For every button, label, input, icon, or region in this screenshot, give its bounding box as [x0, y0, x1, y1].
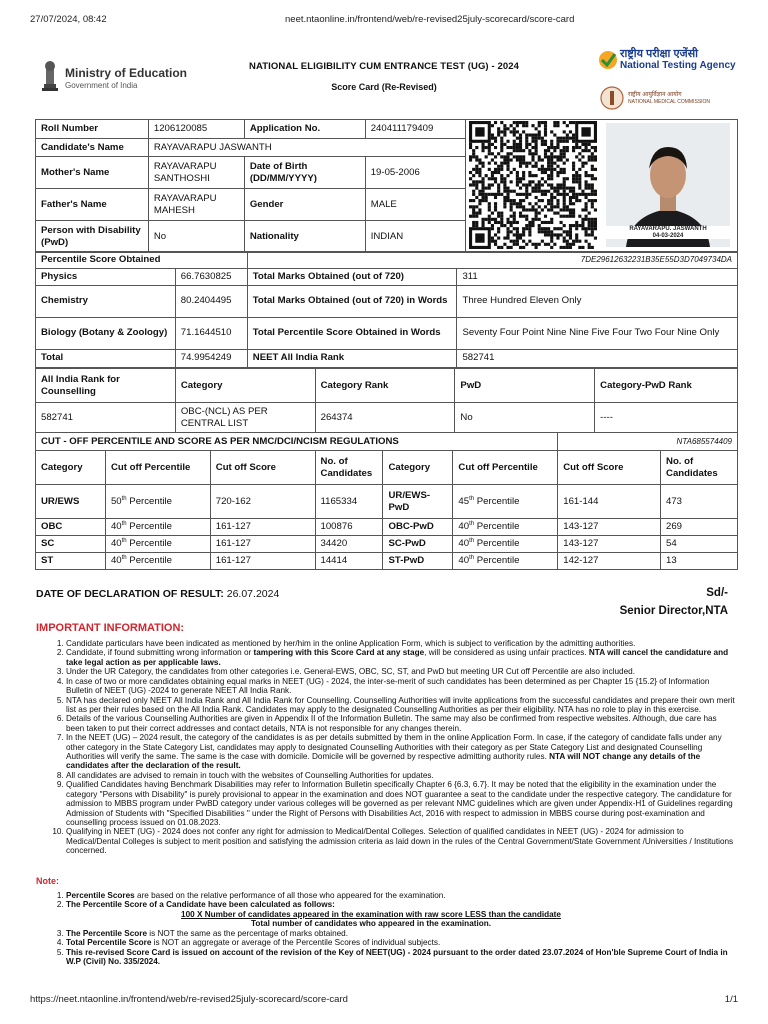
info-item: 10. Qualifying in NEET (UG) - 2024 does not confer any right for admission to Medical/Dental Colleges. Selection of qualified candidates in NEET (UG) - 2024 for admission to Medical/Dental Colleges is subject to merit position and satisfying the admission criteria as laid down in the rules of the Central Government/State Government /Universities / Institutions concerned.	[66, 827, 736, 855]
gender-label: Gender	[244, 189, 365, 221]
info-text: NTA will NOT change any details of the candidates after the declaration of the result.	[66, 752, 701, 771]
cutoff-text: 161-144	[563, 495, 599, 507]
cutoff-pwd-candidates	[661, 553, 738, 570]
percentile-label: Percentile Score Obtained	[36, 252, 248, 269]
note-text: The Percentile Score	[66, 928, 147, 938]
cutoff-candidates	[315, 553, 383, 570]
cutoff-text: 269	[666, 521, 683, 533]
cutoff-percentile	[105, 553, 210, 570]
cutoff-text: 40	[110, 538, 122, 550]
formula-numerator: 100 X Number of candidates appeared in the examination with raw score LESS than the candidate	[181, 909, 561, 919]
mother-label: Mother's Name	[36, 157, 149, 189]
cutoff-row	[36, 553, 738, 570]
pwd-value-counselling: No	[455, 403, 595, 433]
nta-logo	[598, 46, 738, 76]
important-title: IMPORTANT INFORMATION:	[36, 622, 185, 634]
cutoff-text: 720-162	[215, 495, 251, 507]
photo-caption	[606, 226, 730, 239]
cutoff-text: 40	[458, 555, 470, 567]
note-text: Total Percentile Score	[66, 938, 152, 948]
info-item	[66, 733, 736, 771]
cutoff-text: ST	[41, 555, 54, 567]
pwd-label: Person with Disability (PwD)	[36, 221, 149, 253]
cutoff-text: 142-127	[563, 555, 599, 567]
category-rank-header: Category Rank	[315, 369, 455, 403]
cutoff-pwd-score	[558, 485, 661, 519]
cutoff-header: Cut off Percentile	[453, 451, 558, 485]
cutoff-text: SC-PwD	[388, 538, 426, 550]
cutoff-header: Category	[383, 451, 453, 485]
cutoff-text: 54	[666, 538, 677, 550]
cutoff-header: Cut off Score	[558, 451, 661, 485]
name-value: RAYAVARAPU JASWANTH	[148, 139, 465, 157]
note-item	[66, 929, 736, 938]
print-datetime: 27/07/2024, 08:42	[30, 14, 107, 25]
cutoff-text: 100876	[320, 521, 353, 533]
cutoff-text: 161-127	[215, 555, 251, 567]
father-label: Father's Name	[36, 189, 149, 221]
roll-value: 1206120085	[148, 120, 244, 139]
cutoff-code: NTA685574409	[558, 433, 738, 451]
marks-value: 311	[457, 268, 738, 285]
pwd-value: No	[148, 221, 244, 253]
designation: Senior Director,NTA	[619, 605, 728, 617]
pwd-header: PwD	[455, 369, 595, 403]
cutoff-score	[210, 553, 315, 570]
note-item	[66, 891, 736, 900]
cutoff-category	[36, 536, 106, 553]
cutoff-pwd-candidates	[661, 485, 738, 519]
cutoff-text: SC	[41, 538, 55, 550]
page-number: 1/1	[724, 994, 738, 1005]
cutoff-row	[36, 485, 738, 519]
ministry-subtitle: Government of India	[65, 81, 138, 90]
signature-block	[620, 584, 728, 620]
app-label: Application No.	[244, 120, 365, 139]
info-item: 5. NTA has declared only NEET All India Rank and All India Rank for Counselling. Counselling Authorities will invite applications from the successful candidates and prepare their own merit list as per their rules based on the All India Rank. Candidates may apply to the designated Counselling Authorities as per their eligibility. NTA has no role to play in this exercise.	[66, 696, 736, 715]
cutoff-header: No. of Candidates	[661, 451, 738, 485]
air-label: NEET All India Rank	[247, 349, 457, 367]
marks-label: Total Marks Obtained (out of 720)	[247, 268, 457, 285]
counselling-table	[35, 368, 738, 433]
cutoff-percentile	[105, 519, 210, 536]
biology-value: 71.1644510	[175, 317, 247, 349]
cutoff-pwd-candidates	[661, 536, 738, 553]
qr-code	[469, 121, 597, 249]
mother-value: RAYAVARAPU SANTHOSHI	[148, 157, 244, 189]
chemistry-label: Chemistry	[36, 285, 176, 317]
cutoff-pwd-score	[558, 553, 661, 570]
cutoff-text: th	[121, 538, 127, 545]
signature: Sd/-	[706, 587, 728, 599]
info-text: In the NEET (UG) – 2024 result, the category of the candidates is as per details submitted by them in the online Application Form. In case, if the category of candidate falls under any other category in the State Category List, candidates may apply to designated Counselling Authorities with their category as per State Category List and designated Counselling Authorities will verify the same. The same is the case with domicile. Domicile will be governed by respective admitting authority rules.	[66, 733, 722, 762]
cutoff-header: Category	[36, 451, 106, 485]
note-text: is NOT an aggregate or average of the Percentile Scores of individual subjects.	[151, 938, 441, 948]
info-text: tampering with this Score Card at any stage	[253, 648, 425, 658]
category-pwd-rank-header: Category-PwD Rank	[595, 369, 738, 403]
cutoff-text: 143-127	[563, 538, 599, 550]
cutoff-score	[210, 485, 315, 519]
cutoff-text: 143-127	[563, 521, 599, 533]
cutoff-header: Cut off Percentile	[105, 451, 210, 485]
cutoff-text: th	[469, 555, 475, 562]
air-value: 582741	[457, 349, 738, 367]
cutoff-text: 161-127	[215, 521, 251, 533]
cutoff-text: 13	[666, 555, 677, 567]
cutoff-text: Percentile	[476, 495, 520, 507]
category-header: Category	[175, 369, 315, 403]
cutoff-text: Percentile	[476, 521, 520, 533]
nta-check-icon	[598, 48, 618, 72]
cutoff-pwd-category	[383, 485, 453, 519]
note-text: is NOT the same as the percentage of marks obtained.	[147, 928, 349, 938]
note-text: This re-revised Score Card is issued on account of the revision of the Key of NEET(UG) - 2024 pursuant to the order dated 23.07.2024 of Hon'ble Supreme Court of India in W.P (Civil) No. 335/2024.	[66, 947, 728, 966]
cutoff-text: th	[121, 521, 127, 528]
cutoff-text: 14414	[320, 555, 348, 567]
info-item: 9. Qualified Candidates having Benchmark Disabilities may refer to Information Bulletin specifically Chapter 6 {6.3, 6.7}. It may be noted that the eligibility in the examination under the category "Persons with Disability" is purely provisional to appear in the examination and does NOT guarantee a seat to the candidate under the respective category. The candidature for admission to MBBS program under PwBD category under various colleges will be governed as per relevant NMC guidelines which are given under Appendix-H1 of Guidelines regarding Admission of Students with "Specified Disabilities " under the Right of Persons with Disabilities Act, 2016 with respect to admission in MBBS course during post-examination and counselling process issued on 01.08.2023.	[66, 780, 736, 827]
cutoff-text: UR/EWS-PwD	[388, 490, 431, 513]
cutoff-pwd-percentile	[453, 519, 558, 536]
cutoff-pwd-score	[558, 536, 661, 553]
info-text: Candidate, if found submitting wrong information or	[66, 648, 254, 658]
counselling-rank-header: All India Rank for Counselling	[36, 369, 176, 403]
note-text: The Percentile Score of a Candidate have been calculated as follows:	[66, 900, 335, 910]
nmc-english: NATIONAL MEDICAL COMMISSION	[628, 99, 711, 105]
cutoff-text: Percentile	[129, 521, 172, 533]
cutoff-text: th	[469, 521, 475, 528]
cutoff-text: th	[121, 555, 127, 562]
cutoff-pwd-percentile	[453, 485, 558, 519]
cutoff-pwd-score	[558, 519, 661, 536]
biology-label: Biology (Botany & Zoology)	[36, 317, 176, 349]
cutoff-table	[35, 432, 738, 570]
physics-value: 66.7630825	[175, 268, 247, 285]
cutoff-pwd-percentile	[453, 536, 558, 553]
app-value: 240411179409	[365, 120, 465, 139]
ministry-title: Ministry of Education	[65, 66, 188, 80]
cutoff-pwd-category	[383, 536, 453, 553]
cutoff-category	[36, 553, 106, 570]
info-item: 1. Candidate particulars have been indicated as mentioned by her/him in the online Application Form, which is subject to verification by the admitting authorities.	[66, 639, 736, 648]
note-item	[66, 948, 736, 967]
cutoff-text: 45	[458, 495, 470, 507]
info-item: 3. Under the UR Category, the candidates from other categories i.e. General-EWS, OBC, SC, ST, and PwD but meeting UR Cut off Percentile are also included.	[66, 667, 736, 676]
marks-words-value: Three Hundred Eleven Only	[457, 285, 738, 317]
roll-label: Roll Number	[36, 120, 149, 139]
total-value: 74.9954249	[175, 349, 247, 367]
cutoff-text: 1165334	[320, 495, 358, 507]
cutoff-text: 40	[458, 521, 470, 533]
pct-words-label: Total Percentile Score Obtained in Words	[247, 317, 457, 349]
note-list	[36, 891, 736, 966]
cutoff-pwd-category	[383, 553, 453, 570]
category-value: OBC-(NCL) AS PER CENTRAL LIST	[175, 403, 315, 433]
cutoff-row	[36, 519, 738, 536]
cutoff-text: Percentile	[129, 538, 172, 550]
counselling-rank: 582741	[36, 403, 176, 433]
cutoff-text: 34420	[320, 538, 348, 550]
important-list	[36, 639, 736, 856]
nationality-value: INDIAN	[365, 221, 465, 253]
father-value: RAYAVARAPU MAHESH	[148, 189, 244, 221]
cutoff-text: Percentile	[129, 495, 172, 507]
cutoff-text: ST-PwD	[388, 555, 425, 567]
cutoff-row	[36, 536, 738, 553]
cutoff-text: Percentile	[476, 538, 520, 550]
nta-english: National Testing Agency	[620, 60, 736, 71]
cutoff-candidates	[315, 485, 383, 519]
cutoff-percentile	[105, 536, 210, 553]
cutoff-text: 40	[458, 538, 470, 550]
cutoff-text: Percentile	[129, 555, 172, 567]
gender-value: MALE	[365, 189, 465, 221]
note-text: are based on the relative performance of all those who appeared for the examination.	[134, 891, 446, 900]
cutoff-text: OBC	[41, 521, 63, 533]
score-hash: 7DE29612632231B35E55D3D7049734DA	[247, 252, 737, 269]
pct-words-value: Seventy Four Point Nine Nine Five Four Two Four Nine Only	[457, 317, 738, 349]
cutoff-score	[210, 519, 315, 536]
note-title: Note:	[36, 876, 59, 886]
cutoff-pwd-candidates	[661, 519, 738, 536]
exam-title: NATIONAL ELIGIBILITY CUM ENTRANCE TEST (UG) - 2024	[249, 61, 519, 72]
info-item	[66, 648, 736, 667]
cutoff-text: th	[121, 495, 127, 502]
scores-table	[35, 251, 738, 368]
cutoff-title: CUT - OFF PERCENTILE AND SCORE AS PER NMC/DCI/NCISM REGULATIONS	[36, 433, 558, 451]
note-item	[66, 900, 736, 928]
photo-caption-date: 04-03-2024	[652, 232, 684, 239]
info-item: 4. In case of two or more candidates obtaining equal marks in NEET (UG) - 2024, the inter-se-merit of such candidates has been determined as per Chapter 15 {15.2} of Information Bulletin of NEET (UG) -2024 to generate NEET All India Rank.	[66, 677, 736, 696]
nationality-label: Nationality	[244, 221, 365, 253]
declaration-date: 26.07.2024	[226, 588, 280, 600]
info-item: 8. All candidates are advised to remain in touch with the websites of Counselling Authorities for updates.	[66, 771, 736, 780]
marks-words-label: Total Marks Obtained (out of 720) in Words	[247, 285, 457, 317]
cutoff-rows	[36, 485, 738, 570]
cutoff-header: Cut off Score	[210, 451, 315, 485]
nmc-logo	[598, 86, 738, 112]
cutoff-text: UR/EWS	[41, 495, 80, 507]
percentile-formula	[6, 910, 736, 929]
note-text: Percentile Scores	[66, 891, 135, 900]
cutoff-category	[36, 485, 106, 519]
formula-denominator: Total number of candidates who appeared in the examination.	[250, 919, 492, 929]
declaration	[36, 588, 279, 600]
category-rank: 264374	[315, 403, 455, 433]
chemistry-value: 80.2404495	[175, 285, 247, 317]
print-url: neet.ntaonline.in/frontend/web/re-revised25july-scorecard/score-card	[285, 14, 575, 25]
info-text: , will be considered as using unfair practices.	[424, 648, 589, 658]
declaration-label: DATE OF DECLARATION OF RESULT:	[36, 588, 224, 600]
cutoff-category	[36, 519, 106, 536]
cutoff-text: 50	[110, 495, 122, 507]
cutoff-pwd-category	[383, 519, 453, 536]
total-label: Total	[36, 349, 176, 367]
dob-value: 19-05-2006	[365, 157, 465, 189]
cutoff-text: th	[469, 538, 475, 545]
name-label: Candidate's Name	[36, 139, 149, 157]
cutoff-percentile	[105, 485, 210, 519]
nmc-emblem-icon	[600, 86, 624, 110]
scorecard-subtitle: Score Card (Re-Revised)	[331, 82, 437, 92]
nmc-hindi: राष्ट्रीय आयुर्विज्ञान आयोग	[628, 92, 682, 98]
info-text: NTA will cancel the candidature and take legal action as per applicable laws.	[66, 648, 729, 667]
cutoff-candidates	[315, 536, 383, 553]
note-item	[66, 938, 736, 947]
info-item: 6. Details of the various Counselling Authorities are given in Appendix II of the Information Bulletin. The same may also be confirmed from respective websites. Although, due care has been taken to put their correct addresses and contact details, NTA is not responsible for any changes therein.	[66, 714, 736, 733]
cutoff-header: No. of Candidates	[315, 451, 383, 485]
cutoff-text: 40	[110, 521, 122, 533]
footer-url: https://neet.ntaonline.in/frontend/web/re-revised25july-scorecard/score-card	[30, 994, 348, 1005]
cutoff-text: 161-127	[215, 538, 251, 550]
physics-label: Physics	[36, 268, 176, 285]
category-pwd-rank: ----	[595, 403, 738, 433]
dob-label: Date of Birth (DD/MM/YYYY)	[244, 157, 365, 189]
nta-hindi: राष्ट्रीय परीक्षा एजेंसी	[620, 48, 698, 60]
cutoff-text: OBC-PwD	[388, 521, 434, 533]
photo-caption-name: RAYAVARAPU. JASWANTH	[629, 226, 707, 232]
cutoff-text: 473	[666, 495, 683, 507]
cutoff-score	[210, 536, 315, 553]
cutoff-text: Percentile	[476, 555, 520, 567]
cutoff-text: 40	[110, 555, 122, 567]
cutoff-candidates	[315, 519, 383, 536]
cutoff-text: th	[469, 495, 475, 502]
cutoff-pwd-percentile	[453, 553, 558, 570]
